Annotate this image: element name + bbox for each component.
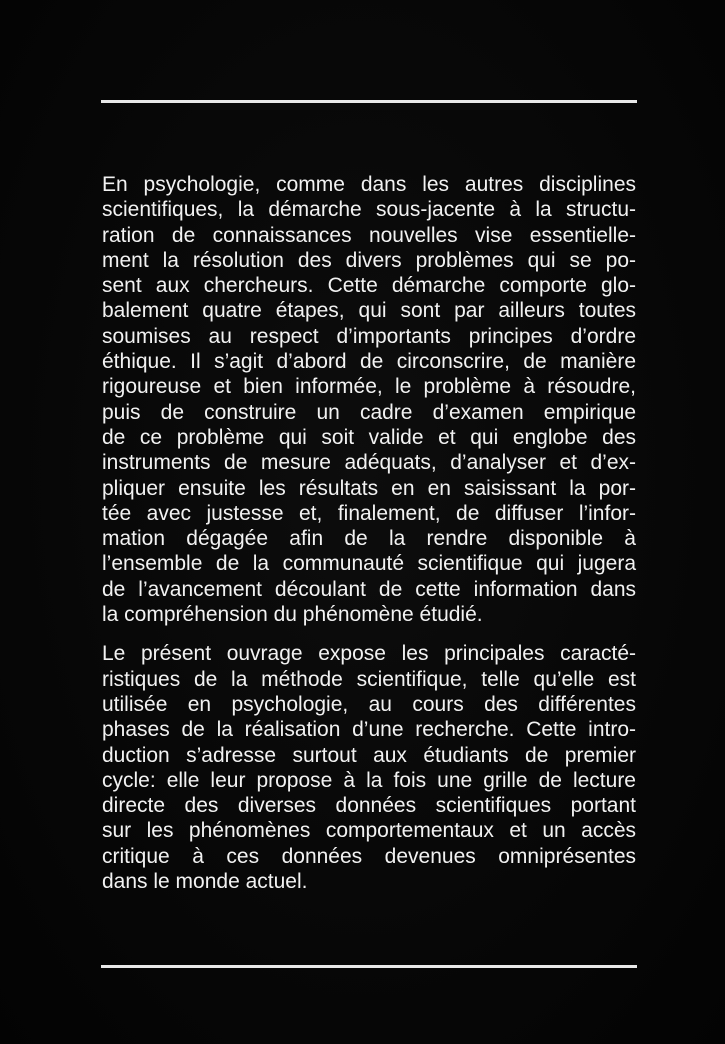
text-line: de l’avancement découlant de cette information dans (102, 577, 636, 601)
text-line: cycle: elle leur propose à la fois une grille de lecture (102, 768, 636, 792)
text-line: l’ensemble de la communauté scientifique qui jugera (102, 552, 636, 576)
paragraph-2 (102, 641, 636, 894)
text-line: sent aux chercheurs. Cette démarche comporte glo- (102, 274, 636, 298)
text-line: mation dégagée afin de la rendre disponible à (102, 527, 636, 551)
text-line: ration de connaissances nouvelles vise essentielle- (102, 223, 636, 247)
text-line: pliquer ensuite les résultats en en saisissant la por- (102, 476, 636, 500)
text-line: sur les phénomènes comportementaux et un accès (102, 819, 636, 843)
text-line: utilisée en psychologie, au cours des différentes (102, 692, 636, 716)
top-divider-rule (101, 100, 637, 103)
text-line: En psychologie, comme dans les autres disciplines (102, 173, 636, 196)
text-line: scientifiques, la démarche sous-jacente à la structu- (102, 198, 636, 222)
paragraph-1 (102, 172, 636, 627)
text-line: Le présent ouvrage expose les principales caracté- (102, 642, 636, 666)
text-line: duction s’adresse surtout aux étudiants de premier (102, 743, 636, 767)
text-line: directe des diverses données scientifiques portant (102, 794, 636, 818)
text-line: de ce problème qui soit valide et qui englobe des (102, 425, 636, 449)
blurb-text (102, 172, 636, 894)
text-line: ment la résolution des divers problèmes qui se po- (102, 248, 636, 272)
text-line: ristiques de la méthode scientifique, telle qu’elle est (102, 667, 636, 691)
text-line: soumises au respect d’importants principes d’ordre (102, 324, 636, 348)
text-line: puis de construire un cadre d’examen empirique (102, 400, 636, 424)
bottom-divider-rule (101, 965, 637, 968)
text-line: dans le monde actuel. (102, 870, 308, 894)
text-line: critique à ces données devenues omniprésentes (102, 844, 636, 868)
text-line: instruments de mesure adéquats, d’analyser et d’ex- (102, 451, 636, 475)
text-line: éthique. Il s’agit d’abord de circonscrire, de manière (102, 350, 636, 374)
text-line: phases de la réalisation d’une recherche. Cette intro- (102, 718, 636, 742)
text-line: tée avec justesse et, finalement, de diffuser l’infor- (102, 501, 636, 525)
text-line: balement quatre étapes, qui sont par ailleurs toutes (102, 299, 636, 323)
text-line: rigoureuse et bien informée, le problème à résoudre, (102, 375, 636, 399)
text-line: la compréhension du phénomène étudié. (102, 603, 483, 627)
